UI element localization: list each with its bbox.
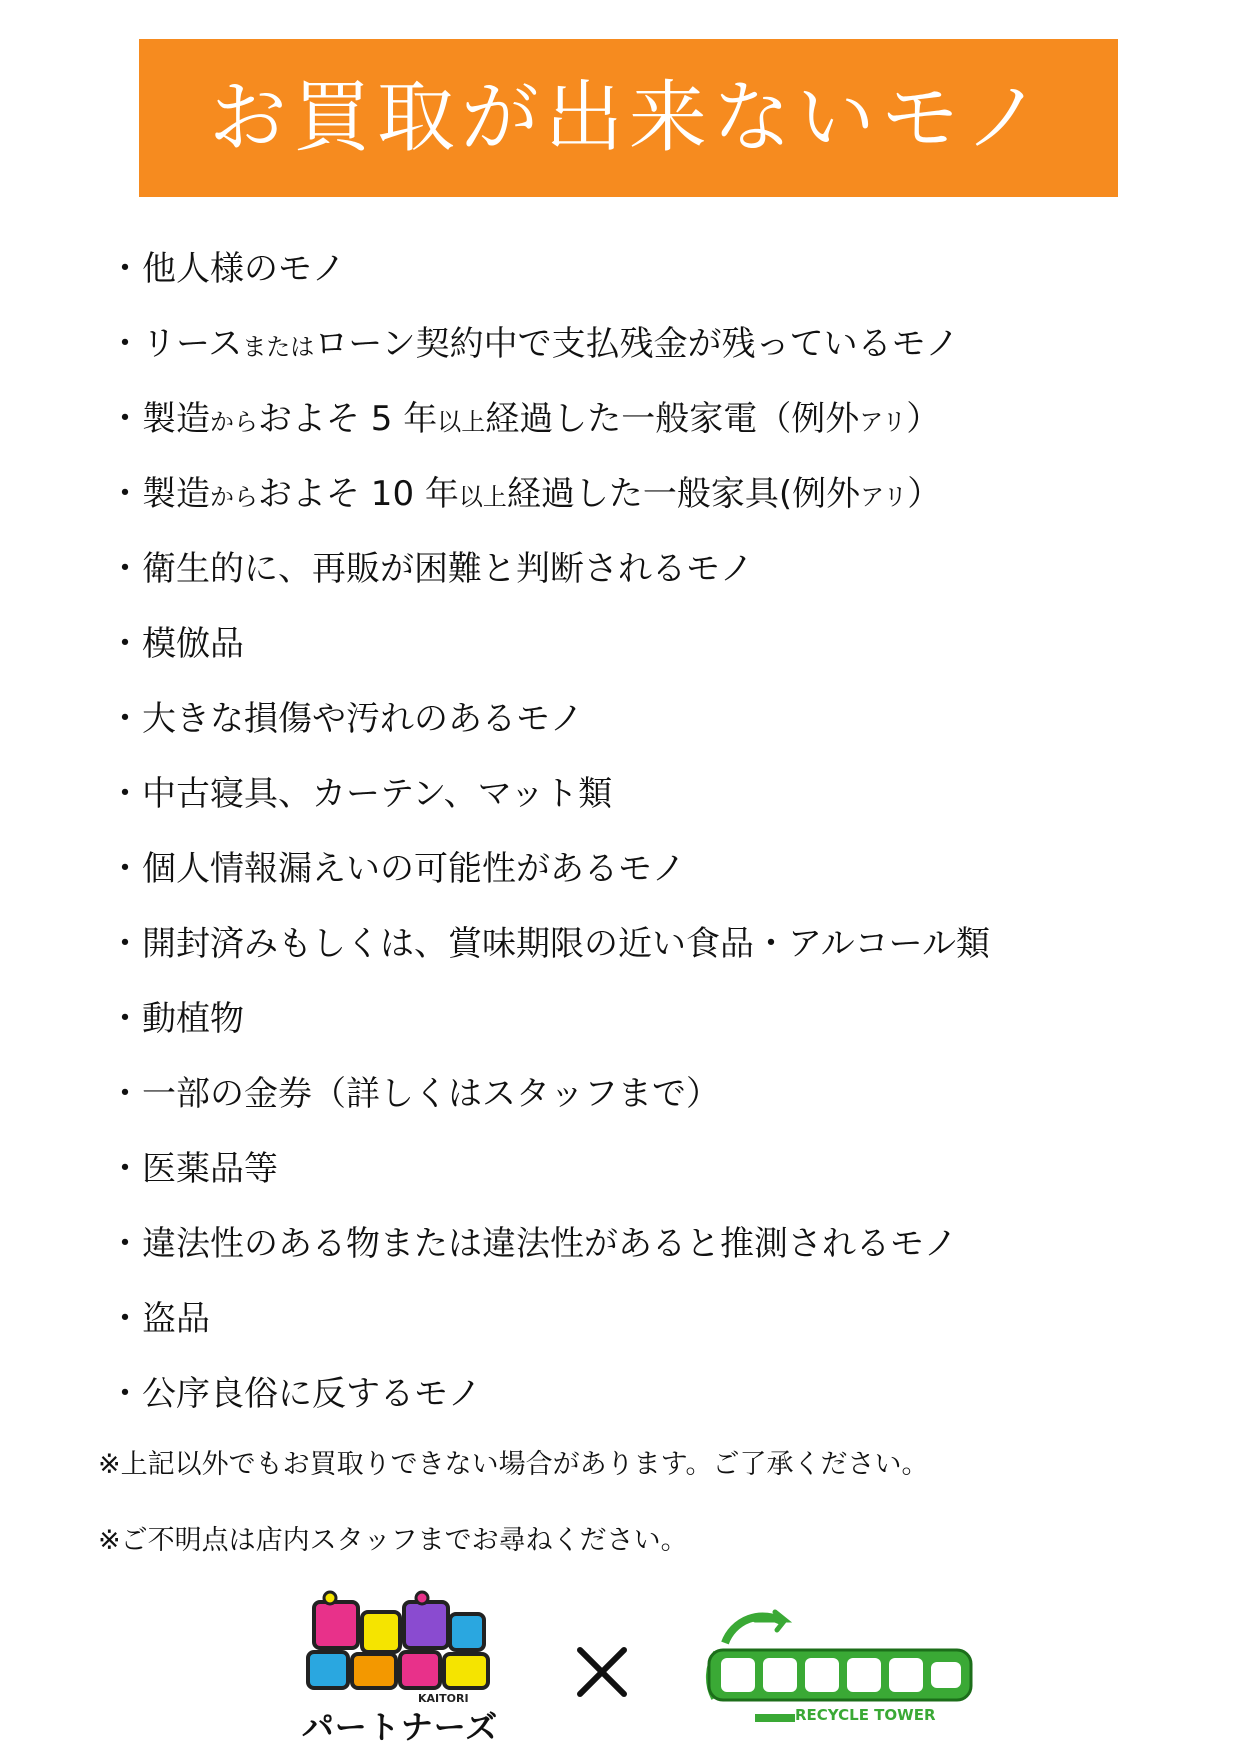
list-item: ・違法性のある物または違法性があると推測されるモノ bbox=[108, 1224, 958, 1264]
list-item: ・一部の金券（詳しくはスタッフまで） bbox=[108, 1074, 720, 1114]
kaitori-caption: KAITORI bbox=[418, 1692, 469, 1705]
list-item: ・リースまたはローン契約中で支払残金が残っているモノ bbox=[108, 324, 960, 364]
list-item: ・公序良俗に反するモノ bbox=[108, 1374, 482, 1414]
list-item: ・製造からおよそ 10 年以上経過した一般家具(例外アリ） bbox=[108, 474, 942, 514]
title-banner bbox=[139, 39, 1118, 197]
list-item: ・医薬品等 bbox=[108, 1149, 278, 1189]
list-item: ・大きな損傷や汚れのあるモノ bbox=[108, 699, 584, 739]
cross-icon bbox=[572, 1642, 632, 1702]
papairo-logo-icon bbox=[300, 1590, 500, 1705]
prohibited-items-list bbox=[108, 238, 990, 1438]
notes bbox=[98, 1445, 928, 1597]
recycle-tower-logo bbox=[695, 1608, 985, 1728]
list-item: ・個人情報漏えいの可能性があるモノ bbox=[108, 849, 686, 889]
list-item: ・盗品 bbox=[108, 1299, 210, 1339]
note-text: ※ご不明点は店内スタッフまでお尋ねください。 bbox=[98, 1525, 688, 1556]
list-item: ・開封済みもしくは、賞味期限の近い食品・アルコール類 bbox=[108, 924, 990, 964]
note-text: ※上記以外でもお買取りできない場合があります。ご了承ください。 bbox=[98, 1449, 929, 1480]
recycle-tower-caption: RECYCLE TOWER bbox=[795, 1706, 936, 1724]
list-item: ・模倣品 bbox=[108, 624, 244, 664]
footer-logos bbox=[300, 1590, 1000, 1746]
recycle-tower-icon bbox=[695, 1608, 985, 1728]
list-item: ・他人様のモノ bbox=[108, 249, 346, 289]
partners-text: パートナーズ bbox=[301, 1708, 499, 1746]
list-item: ・中古寝具、カーテン、マット類 bbox=[108, 774, 613, 814]
page-title: お買取が出来ないモノ bbox=[208, 73, 1049, 163]
list-item: ・衛生的に、再販が困難と判断されるモノ bbox=[108, 549, 754, 589]
list-item: ・動植物 bbox=[108, 999, 244, 1039]
papairo-logo bbox=[300, 1590, 500, 1746]
list-item: ・製造からおよそ 5 年以上経過した一般家電（例外アリ） bbox=[108, 399, 941, 439]
